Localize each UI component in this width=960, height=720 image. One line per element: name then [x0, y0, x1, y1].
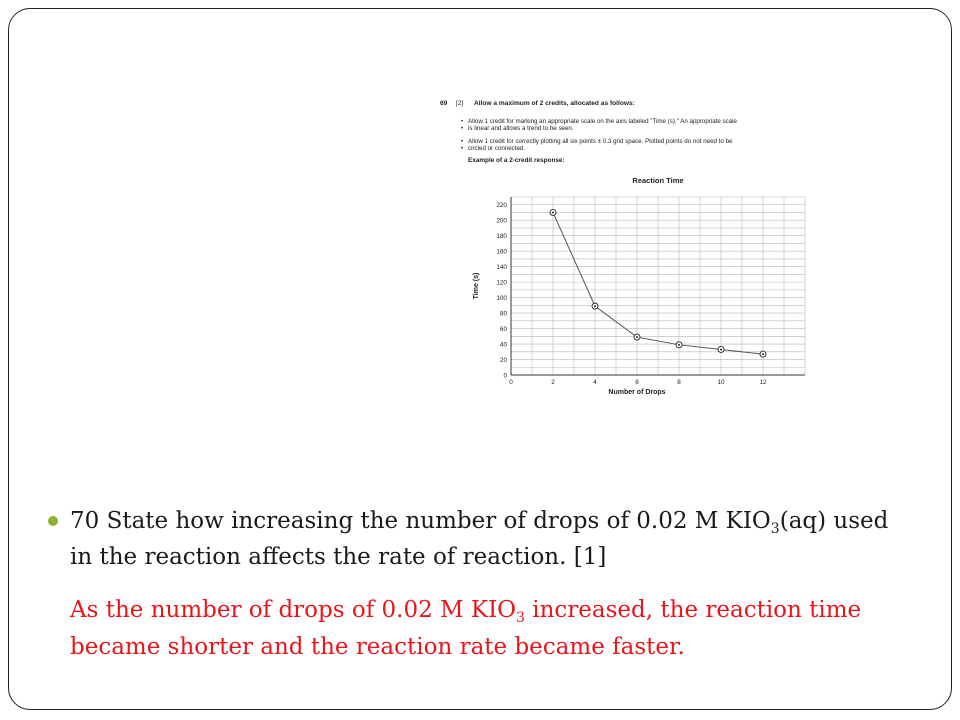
question-70 — [70, 503, 910, 575]
scan-bullet-1a: • Allow 1 credit for marking an appropriate scale on the axis labeled "Time (s)." An appropriate scale — [468, 118, 818, 125]
example-label: Example of a 2-credit response: — [468, 157, 565, 164]
x-tick-label: 4 — [593, 379, 597, 386]
scan-bullet-2b: • circled or connected. — [468, 145, 818, 152]
scan-bullet-1b: • is linear and allows a trend to be seen. — [468, 125, 818, 132]
item-number: 69 — [440, 100, 448, 107]
question-text-b: (aq) used in the reaction affects the rate of reaction. [1] — [70, 508, 889, 570]
y-tick-label: 200 — [496, 217, 507, 225]
x-axis-label: Number of Drops — [608, 389, 666, 396]
data-point — [718, 346, 724, 352]
data-point — [592, 303, 598, 309]
data-point — [550, 209, 556, 215]
scan-bullet-2a: • Allow 1 credit for correctly plotting all six points ± 0.3 grid space. Plotted points do not need to be — [468, 138, 818, 145]
data-point — [676, 342, 682, 348]
y-tick-label: 100 — [496, 294, 507, 302]
data-point — [760, 351, 766, 357]
chart-title: Reaction Time — [632, 176, 684, 185]
answer-text-a: As the number of drops of 0.02 M KIO — [70, 597, 517, 623]
scan-lead-text: Allow a maximum of 2 credits, allocated as follows: — [474, 100, 635, 107]
y-tick-label: 120 — [496, 279, 507, 287]
y-tick-label: 140 — [496, 263, 507, 271]
y-tick-label: 160 — [496, 248, 507, 256]
y-tick-label: 180 — [496, 232, 507, 240]
x-tick-label: 2 — [551, 379, 555, 386]
y-tick-label: 80 — [499, 310, 507, 318]
data-point — [634, 334, 640, 340]
y-tick-label: 220 — [496, 202, 507, 210]
y-tick-label: 60 — [499, 325, 507, 333]
question-subscript: 3 — [770, 521, 780, 537]
bullet-dot — [48, 516, 58, 526]
credit-note: [2] — [456, 100, 464, 107]
question-text-a: 70 State how increasing the number of drops of 0.02 M KIO — [70, 508, 771, 534]
y-tick-label: 20 — [499, 356, 507, 364]
x-tick-label: 8 — [677, 379, 681, 386]
reaction-time-chart — [440, 100, 820, 400]
x-tick-label: 0 — [509, 379, 513, 386]
x-tick-label: 6 — [635, 379, 639, 386]
answer-text — [70, 592, 910, 666]
x-tick-label: 10 — [717, 379, 725, 386]
x-tick-label: 12 — [759, 379, 767, 386]
answer-text-b: increased, the reaction time became shorter and the reaction rate became faster. — [70, 597, 862, 660]
y-axis-label: Time (s) — [473, 272, 480, 300]
y-tick-label: 0 — [503, 372, 507, 380]
answer-key-scan — [440, 100, 820, 400]
y-tick-label: 40 — [499, 341, 507, 349]
answer-subscript: 3 — [516, 610, 525, 626]
